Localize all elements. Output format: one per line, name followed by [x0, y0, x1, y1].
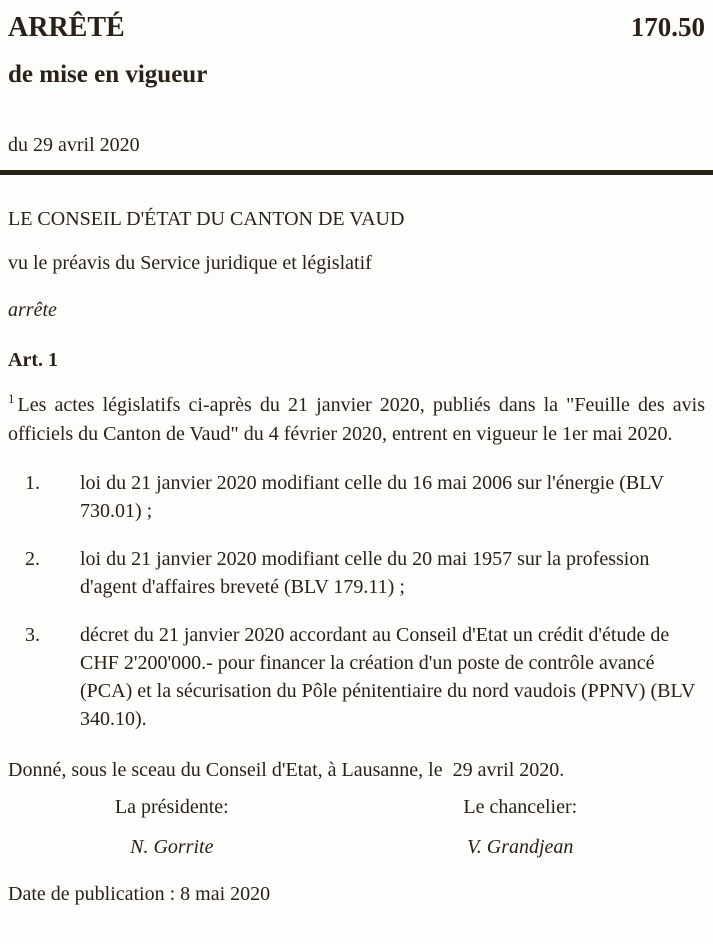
list-item-number: 2. [25, 548, 40, 570]
article-paragraph-text: Les actes législatifs ci-après du 21 janvier 2020, publiés dans la "Feuille des avis officiels du Canton de Vaud" du 4 février 2020, entrent en vigueur le 1er mai 2020. [8, 394, 705, 445]
list-item-number: 3. [25, 624, 40, 646]
list-item-text: loi du 21 janvier 2020 modifiant celle du 20 mai 1957 sur la profession d'agent d'affaires breveté (BLV 179.11) ; [80, 548, 650, 598]
list-item-text: loi du 21 janvier 2020 modifiant celle du 16 mai 2006 sur l'énergie (BLV 730.01) ; [80, 472, 664, 522]
list-item [8, 621, 705, 733]
list-item-text: décret du 21 janvier 2020 accordant au Conseil d'Etat un crédit d'étude de CHF 2'200'000.- pour financer la création d'un poste de contrôle avancé (PCA) et la sécurisation du Pôle pénitentiaire du nord vaudois (PPNV) (BLV 340.10). [80, 624, 695, 730]
publication-date-line: Date de publication : 8 mai 2020 [8, 883, 271, 905]
preamble-line: vu le préavis du Service juridique et législatif [8, 252, 372, 274]
signature-role-president: La présidente: [114, 796, 229, 818]
reference-number: 170.50 [630, 12, 705, 42]
article-paragraph [8, 391, 705, 449]
given-under-seal-line: Donné, sous le sceau du Conseil d'Etat, à Lausanne, le 29 avril 2020. [8, 759, 565, 781]
signature-role-chancellor: Le chancelier: [463, 796, 578, 818]
authority-line: LE CONSEIL D'ÉTAT DU CANTON DE VAUD [8, 208, 405, 230]
document-header [8, 12, 705, 44]
document-subtitle: de mise en vigueur [8, 61, 208, 88]
document-title: ARRÊTÉ [8, 12, 125, 43]
signature-names-row [8, 836, 705, 859]
decree-date-line: du 29 avril 2020 [8, 134, 140, 156]
list-item-number: 1. [25, 472, 40, 494]
footnote-marker: 1 [8, 391, 15, 407]
signature-name-chancellor: V. Grandjean [467, 836, 574, 858]
signature-name-president: N. Gorrite [130, 836, 214, 858]
list-item [8, 545, 705, 601]
legislative-acts-list [8, 469, 705, 733]
signature-roles-row [8, 796, 705, 819]
decree-word: arrête [8, 299, 57, 321]
separator-rule [0, 170, 713, 175]
article-heading: Art. 1 [8, 349, 58, 371]
list-item [8, 469, 705, 525]
